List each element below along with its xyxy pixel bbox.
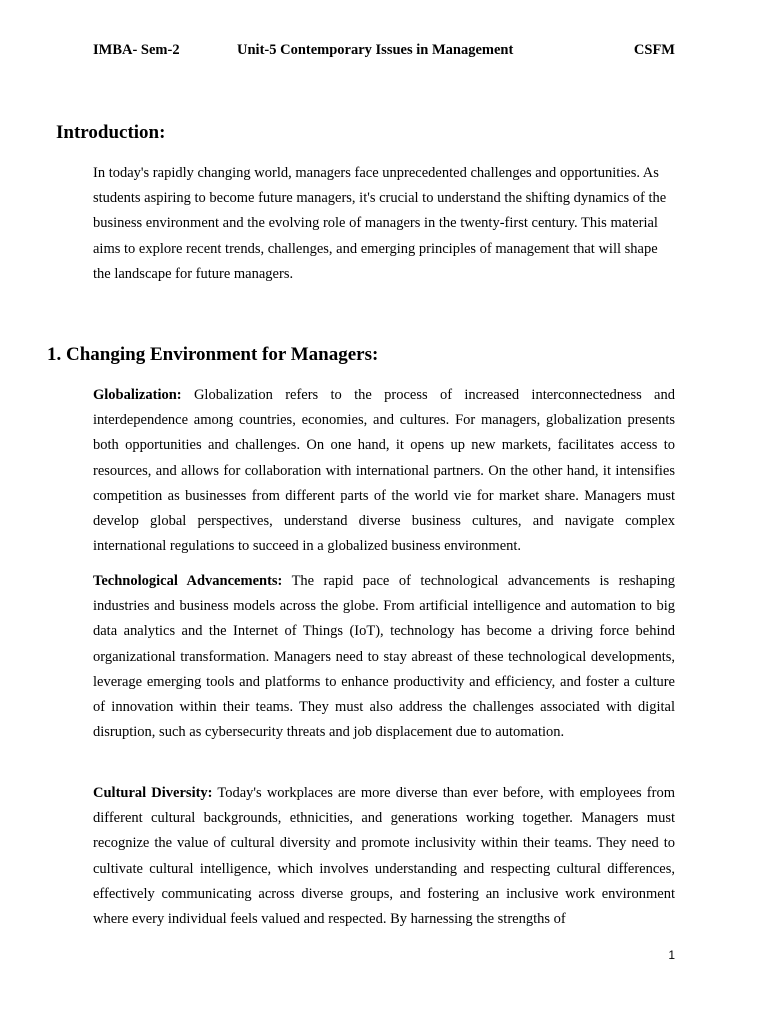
cultural-diversity-paragraph (93, 781, 675, 932)
introduction-heading: Introduction: (56, 122, 166, 143)
cultural-diversity-term: Cultural Diversity: (93, 785, 213, 801)
page-number: 1 (668, 948, 675, 962)
cultural-diversity-text: Today's workplaces are more diverse than ever before, with employees from different cultural backgrounds, ethnicities, and generations working together. Managers must recognize the value of cultural diversity and promote inclusivity within their teams. They need to cultivate cultural intelligence, which involves understanding and respecting cultural differences, effectively communicating across diverse groups, and fostering an inclusive work environment where every individual feels valued and respected. By harnessing the strengths of (93, 785, 675, 928)
header-course: IMBA- Sem-2 (93, 42, 180, 58)
globalization-paragraph (93, 383, 675, 559)
globalization-term: Globalization: (93, 387, 182, 403)
globalization-text: Globalization refers to the process of increased interconnectedness and interdependence among countries, economies, and cultures. For managers, globalization presents both opportunities and challenges. On one hand, it opens up new markets, facilitates access to resources, and allows for collaboration with international partners. On the other hand, it intensifies competition as businesses from different parts of the world vie for market share. Managers must develop global perspectives, understand diverse business cultures, and navigate complex international regulations to succeed in a globalized business environment. (93, 387, 675, 555)
page-header (93, 42, 675, 62)
header-department: CSFM (633, 42, 675, 58)
technology-term: Technological Advancements: (93, 573, 283, 589)
introduction-paragraph: In today's rapidly changing world, managers face unprecedented challenges and opportunities. As students aspiring to become future managers, it's crucial to understand the shifting dynamics of the business environment and the evolving role of managers in the twenty-first century. This material aims to explore recent trends, challenges, and emerging principles of management that will shape the landscape for future managers. (93, 165, 667, 282)
technology-paragraph (93, 569, 675, 745)
section-heading-changing-environment: 1. Changing Environment for Managers: (47, 344, 379, 365)
header-unit-title: Unit-5 Contemporary Issues in Management (237, 42, 514, 58)
technology-text: The rapid pace of technological advancements is reshaping industries and business models across the globe. From artificial intelligence and automation to big data analytics and the Internet of Things (IoT), technology has become a driving force behind organizational transformation. Managers need to stay abreast of these technological developments, leverage emerging tools and platforms to enhance productivity and efficiency, and foster a culture of innovation within their teams. They must also address the challenges associated with digital disruption, such as cybersecurity threats and job displacement due to automation. (93, 573, 675, 741)
